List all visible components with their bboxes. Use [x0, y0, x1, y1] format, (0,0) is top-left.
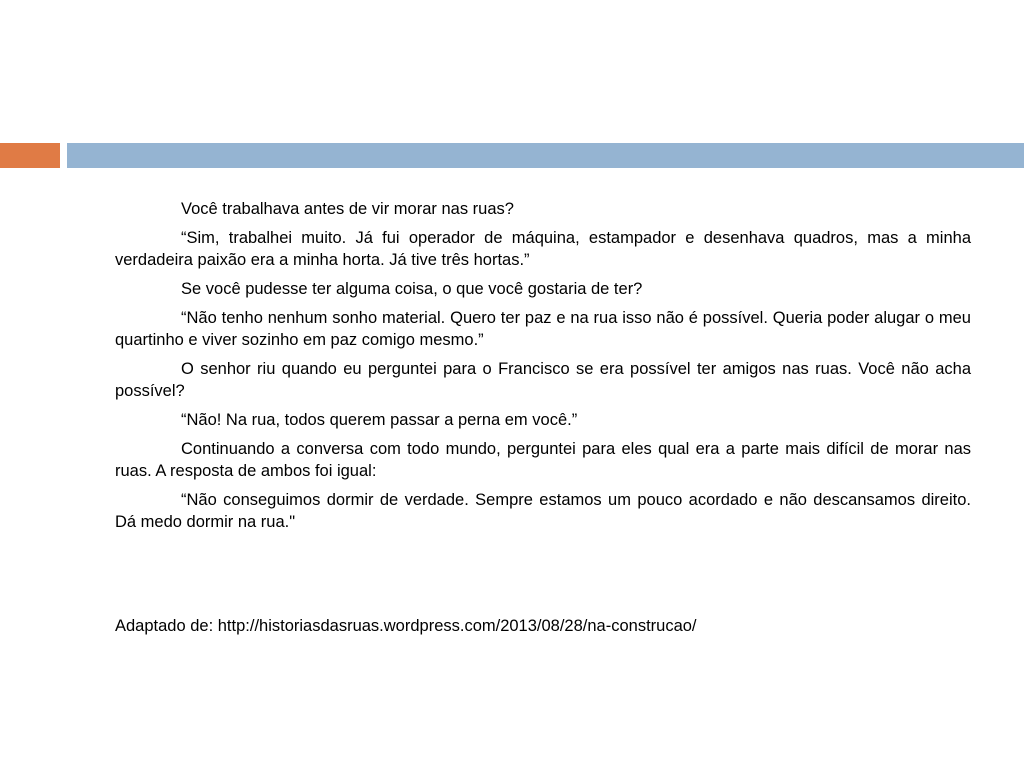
- source-citation: Adaptado de: http://historiasdasruas.wordpress.com/2013/08/28/na-construcao/: [115, 617, 697, 635]
- paragraph-question-hardest: Continuando a conversa com todo mundo, perguntei para eles qual era a parte mais difícil de morar nas ruas. A resposta de ambos foi igual:: [115, 440, 971, 480]
- slide-body: [115, 198, 971, 540]
- accent-bar-blue: [67, 143, 1024, 168]
- paragraph-question-work: Você trabalhava antes de vir morar nas ruas?: [181, 200, 514, 218]
- paragraph-answer-friends: “Não! Na rua, todos querem passar a perna em você.”: [181, 411, 578, 429]
- paragraph-answer-hardest: “Não conseguimos dormir de verdade. Sempre estamos um pouco acordado e não descansamos direito. Dá medo dormir na rua.": [115, 491, 971, 531]
- accent-bar-orange: [0, 143, 60, 168]
- paragraph-question-friends: O senhor riu quando eu perguntei para o Francisco se era possível ter amigos nas ruas. Você não acha possível?: [115, 360, 971, 400]
- paragraph-answer-work: “Sim, trabalhei muito. Já fui operador de máquina, estampador e desenhava quadros, mas a minha verdadeira paixão era a minha horta. Já tive três hortas.”: [115, 229, 971, 269]
- paragraph-question-wish: Se você pudesse ter alguma coisa, o que você gostaria de ter?: [181, 280, 643, 298]
- paragraph-answer-wish: “Não tenho nenhum sonho material. Quero ter paz e na rua isso não é possível. Queria poder alugar o meu quartinho e viver sozinho em paz comigo mesmo.”: [115, 309, 971, 349]
